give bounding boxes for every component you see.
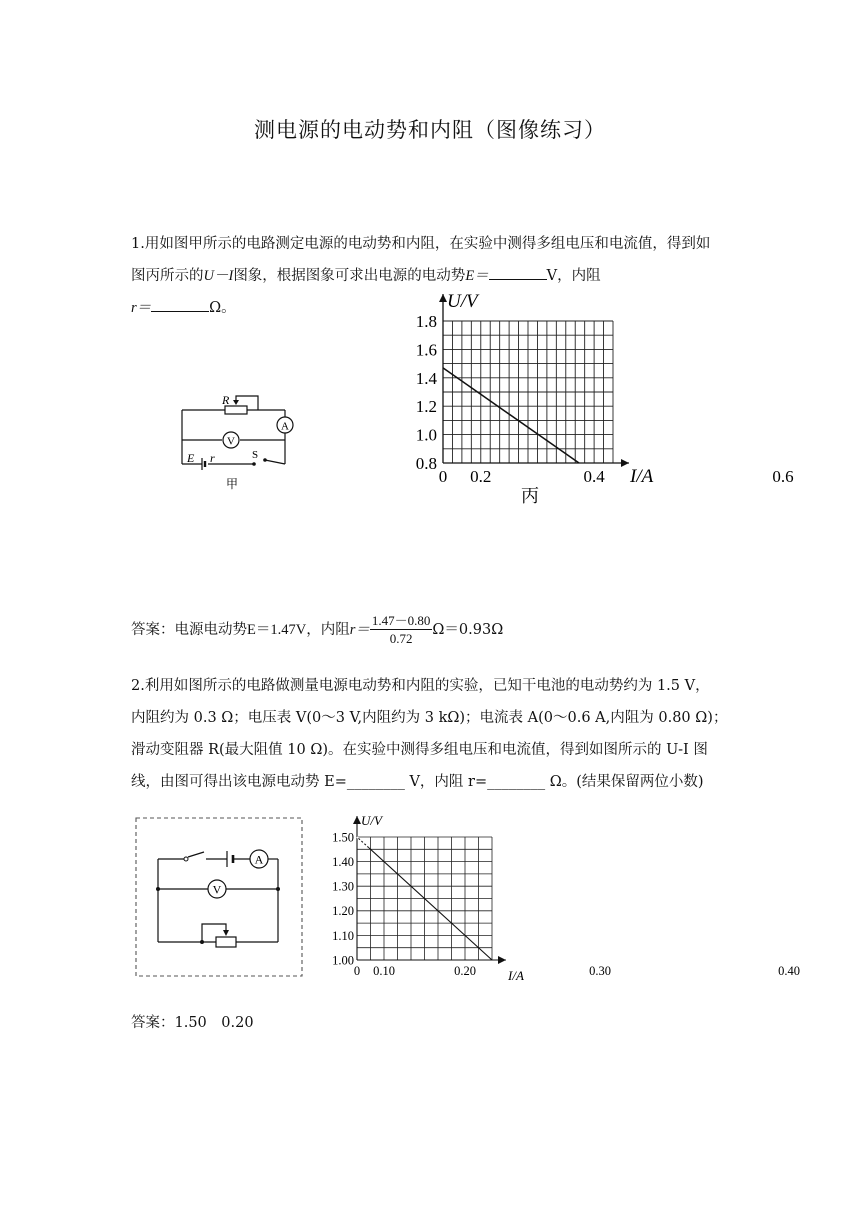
- fraction-numerator: 1.47－0.80: [371, 613, 431, 628]
- answer-result: Ω＝0.93Ω: [432, 621, 504, 638]
- chart-2-ylabel: U/V: [361, 813, 382, 828]
- chart-2-xlabel: I/A: [508, 968, 524, 983]
- y-tick-label: 1.2: [415, 397, 437, 417]
- emf-blank[interactable]: [489, 265, 547, 280]
- x-tick-label: 0.40: [778, 964, 800, 978]
- circuit-diagram-2: [134, 816, 306, 980]
- y-tick-label: 1.20: [332, 904, 354, 919]
- chart-1-yticks: [416, 312, 438, 473]
- y-tick-label: 1.40: [332, 854, 354, 869]
- y-tick-label: 1.30: [332, 879, 354, 894]
- y-tick-label: 1.4: [415, 368, 437, 388]
- x-tick-label: 0.6: [772, 467, 794, 486]
- chart-2-yticks: [332, 830, 354, 967]
- x-axis-arrow-icon: [498, 956, 506, 964]
- q2-line-2: 内阻约为 0.3 Ω；电压表 V(0～3 V,内阻约为 3 kΩ)；电流表 A(0～0.6 A,内阻为 0.80 Ω)；: [131, 710, 728, 726]
- q1-text: V，内阻: [546, 268, 601, 284]
- emf-label: E: [187, 451, 195, 465]
- answer-fraction: [370, 612, 433, 647]
- y-tick-label: 1.8: [415, 311, 437, 331]
- x-tick-label: 0.30: [589, 964, 611, 978]
- switch-label: S: [252, 449, 259, 461]
- q1-answer: [131, 612, 503, 647]
- y-tick-label: 1.00: [332, 953, 354, 968]
- chart-1-ylabel: U/V: [447, 291, 478, 312]
- x-tick-label: 0.10: [373, 964, 395, 978]
- y-tick-label: 1.50: [332, 830, 354, 845]
- answer-prefix: 答案：电源电动势: [131, 621, 247, 638]
- q1-text: Ω。: [209, 300, 236, 316]
- x-tick-label: 0.2: [470, 467, 492, 486]
- rheostat-label: R: [222, 393, 230, 407]
- x-axis-arrow-icon: [621, 459, 629, 467]
- fraction-denominator: 0.72: [389, 631, 413, 646]
- voltmeter-label: V: [227, 435, 235, 448]
- q1-line-1: 1.用如图甲所示的电路测定电源的电动势和内阻，在实验中测得多组电压和电流值，得到如: [131, 236, 711, 252]
- q2-line-4: 线，由图可得出该电源电动势 E=________ V，内阻 r=________ Ω。(结果保留两位小数): [131, 774, 704, 790]
- y-tick-label: 1.6: [415, 340, 437, 360]
- chart-1-xlabel: I/A: [630, 466, 654, 487]
- chart-1-axes: [439, 294, 629, 467]
- chart-2: [322, 810, 800, 988]
- arrow-icon: [233, 400, 239, 405]
- q1-text: 图象，根据图象可求出电源的电动势: [233, 268, 466, 284]
- y-axis-arrow-icon: [353, 816, 361, 824]
- q2-line-1: 2.利用如图所示的电路做测量电源电动势和内阻的实验，已知干电池的电动势约为 1.5 V，: [131, 678, 710, 694]
- q1-line-3: [131, 295, 236, 322]
- circuit-diagram-1: [170, 388, 300, 498]
- y-tick-label: 1.0: [415, 425, 437, 445]
- chart-2-axes: [353, 816, 506, 964]
- r-symbol: r＝: [131, 300, 152, 316]
- page-title: 测电源的电动势和内阻（图像练习）: [254, 118, 606, 142]
- ammeter-label: A: [254, 852, 264, 867]
- chart-2-xticks: [354, 964, 860, 978]
- x-tick-label: 0: [438, 467, 448, 486]
- y-tick-label: 1.10: [332, 928, 354, 943]
- internal-r-label: r: [210, 451, 215, 465]
- chart-1-caption: 丙: [521, 486, 539, 506]
- voltmeter-label: V: [212, 882, 222, 897]
- x-tick-label: 0.4: [583, 467, 605, 486]
- x-tick-label: 0.20: [454, 964, 476, 978]
- r-blank[interactable]: [151, 297, 209, 312]
- x-tick-label: 0: [353, 964, 361, 978]
- q1-text: 图丙所示的: [131, 268, 204, 284]
- q2-answer: 答案：1.50 0.20: [131, 1015, 254, 1031]
- ammeter-label: A: [281, 420, 289, 433]
- q2-line-3: 滑动变阻器 R(最大阻值 10 Ω)。在实验中测得多组电压和电流值，得到如图所示的 U-I 图: [131, 742, 708, 758]
- answer-r: r＝: [349, 621, 370, 638]
- ui-symbol: U－I: [203, 268, 234, 284]
- y-axis-arrow-icon: [439, 294, 447, 302]
- circuit-caption: 甲: [225, 477, 239, 491]
- q1-line-2: [131, 263, 601, 290]
- chart-1-grid: [443, 321, 613, 463]
- chart-1: [395, 288, 794, 508]
- emf-symbol: E＝: [465, 268, 489, 284]
- arrow-icon: [223, 930, 229, 936]
- y-tick-label: 0.8: [415, 453, 437, 473]
- answer-emf: E＝1.47V，内阻: [247, 621, 350, 638]
